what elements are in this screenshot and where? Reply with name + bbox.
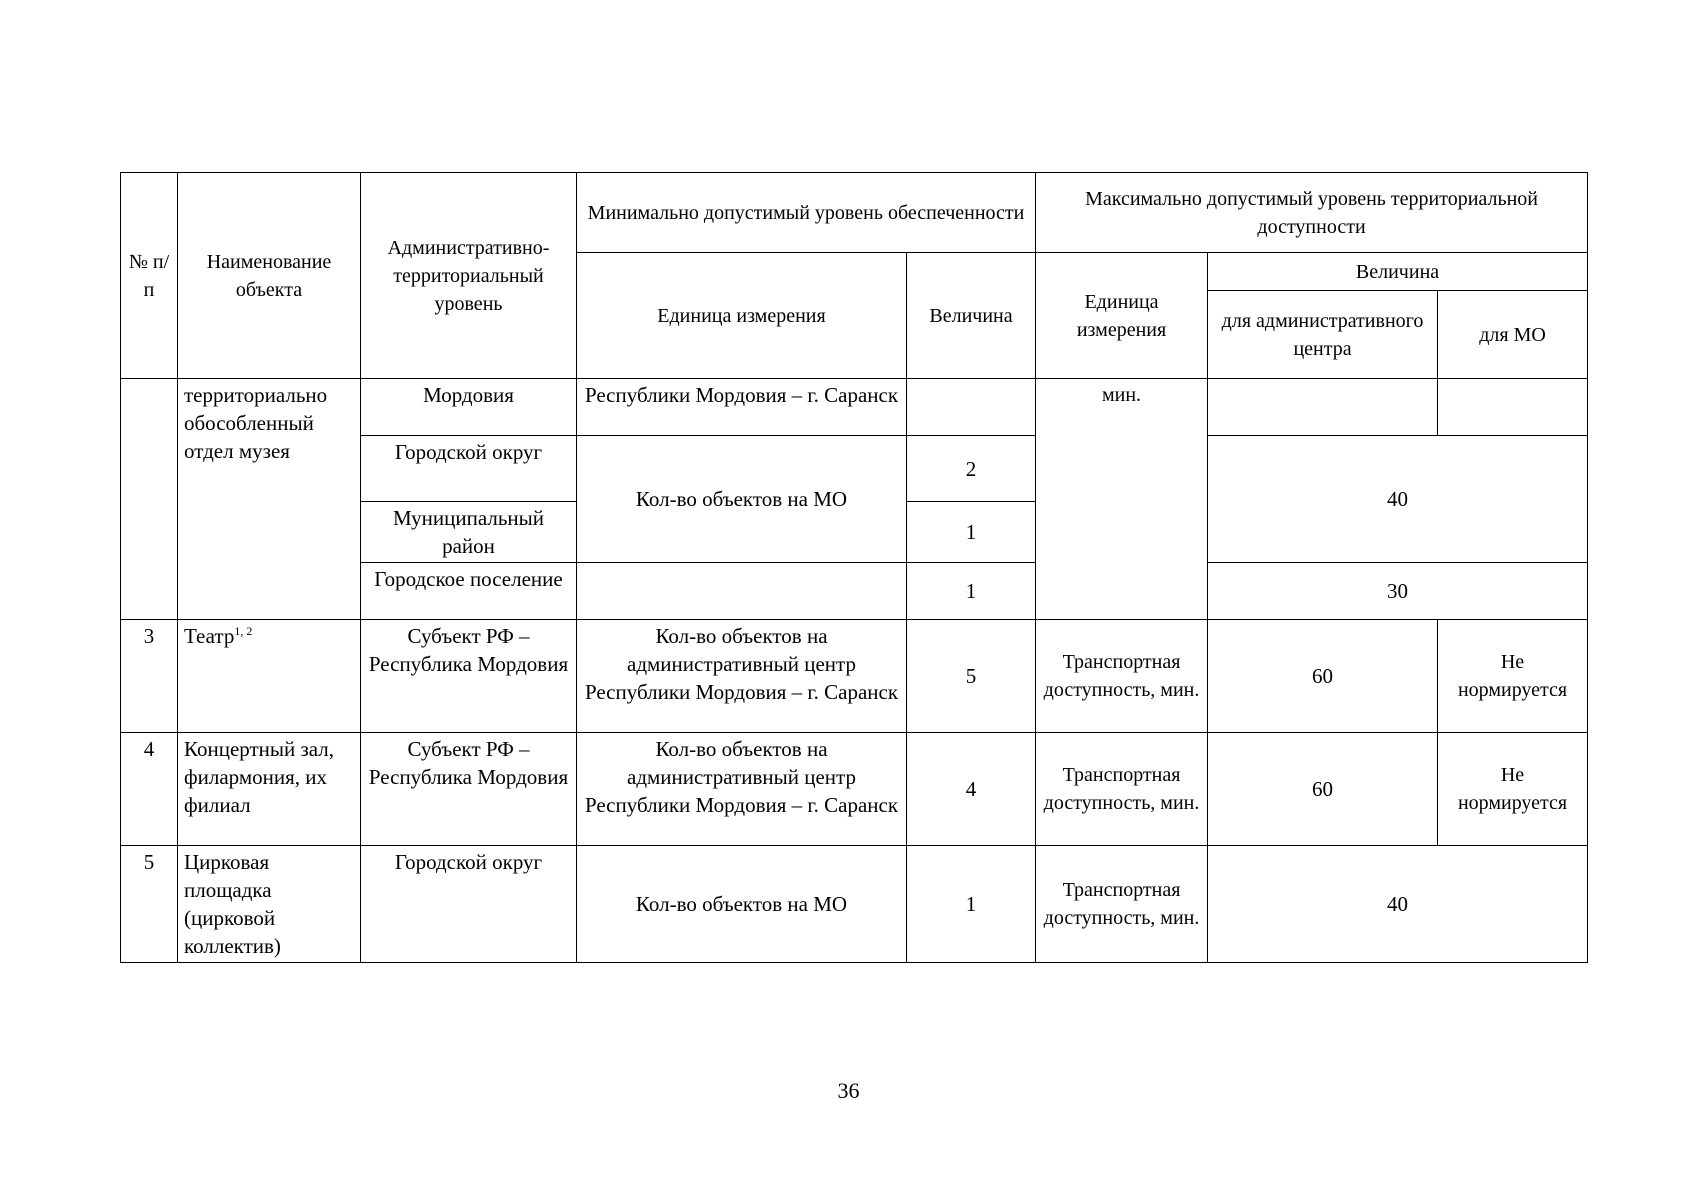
museum-level-4: Городское поселение (361, 563, 577, 620)
concert-value: 4 (907, 733, 1036, 846)
theatre-max-unit: Транспортная доступность, мин. (1036, 620, 1208, 733)
museum-value-4: 1 (907, 563, 1036, 620)
concert-name: Концертный зал, филармония, их филиал (178, 733, 361, 846)
circus-level: Городской округ (361, 846, 577, 963)
museum-unit-1: Республики Мордовия – г. Саранск (577, 379, 907, 436)
theatre-unit: Кол-во объектов на административный центр Республики Мордовия – г. Саранск (577, 620, 907, 733)
museum-num (121, 379, 178, 620)
theatre-max-mo: Не нормируется (1438, 620, 1588, 733)
header-name: Наименование объекта (178, 173, 361, 379)
theatre-num: 3 (121, 620, 178, 733)
museum-unit-4 (577, 563, 907, 620)
museum-value-1 (907, 379, 1036, 436)
header-for-admin: для административного центра (1208, 291, 1438, 379)
header-min-group: Минимально допустимый уровень обеспеченности (577, 173, 1036, 253)
museum-level-2: Городской округ (361, 436, 577, 502)
concert-num: 4 (121, 733, 178, 846)
theatre-name-cell (178, 620, 361, 733)
museum-unit-23: Кол-во объектов на МО (577, 436, 907, 563)
header-max-group: Максимально допустимый уровень территориальной доступности (1036, 173, 1588, 253)
circus-max: 40 (1208, 846, 1588, 963)
theatre-level: Субъект РФ – Республика Мордовия (361, 620, 577, 733)
header-max-unit: Единица измерения (1036, 253, 1208, 379)
museum-max-4: 30 (1208, 563, 1588, 620)
concert-unit: Кол-во объектов на административный центр Республики Мордовия – г. Саранск (577, 733, 907, 846)
header-row-1 (121, 173, 1588, 253)
circus-value: 1 (907, 846, 1036, 963)
concert-max-admin: 60 (1208, 733, 1438, 846)
theatre-name: Театр (184, 624, 235, 648)
page-number: 36 (837, 1078, 860, 1103)
norms-table (120, 172, 1588, 963)
header-value: Величина (907, 253, 1036, 379)
circus-max-unit: Транспортная доступность, мин. (1036, 846, 1208, 963)
museum-value-2: 2 (907, 436, 1036, 502)
concert-max-unit: Транспортная доступность, мин. (1036, 733, 1208, 846)
museum-max-admin-1 (1208, 379, 1438, 436)
table-row (121, 846, 1588, 963)
table-row (121, 733, 1588, 846)
header-unit: Единица измерения (577, 253, 907, 379)
concert-level: Субъект РФ – Республика Мордовия (361, 733, 577, 846)
museum-max-23: 40 (1208, 436, 1588, 563)
header-level: Административно-территориальный уровень (361, 173, 577, 379)
circus-unit: Кол-во объектов на МО (577, 846, 907, 963)
museum-value-3: 1 (907, 502, 1036, 563)
theatre-footnote: 1, 2 (234, 624, 253, 638)
concert-max-mo: Не нормируется (1438, 733, 1588, 846)
theatre-value: 5 (907, 620, 1036, 733)
circus-name: Цирковая площадка (цирковой коллектив) (178, 846, 361, 963)
museum-level-3: Муниципальный район (361, 502, 577, 563)
table-row (121, 620, 1588, 733)
museum-max-unit: мин. (1036, 379, 1208, 620)
museum-max-mo-1 (1438, 379, 1588, 436)
circus-num: 5 (121, 846, 178, 963)
table-row (121, 379, 1588, 436)
header-max-value: Величина (1208, 253, 1588, 291)
theatre-max-admin: 60 (1208, 620, 1438, 733)
museum-level-1: Мордовия (361, 379, 577, 436)
header-num: № п/п (121, 173, 178, 379)
museum-name: территориально обособленный отдел музея (178, 379, 361, 620)
header-for-mo: для МО (1438, 291, 1588, 379)
